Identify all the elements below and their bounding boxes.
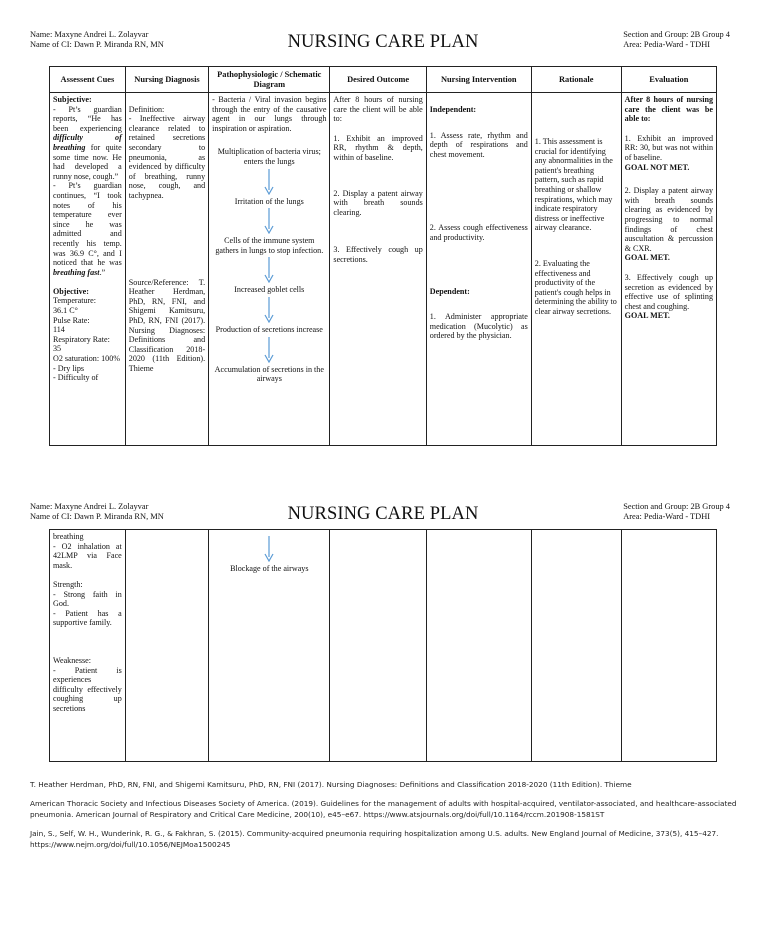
down-arrow-icon: [264, 297, 274, 323]
section-group: Section and Group: 2B Group 4: [623, 502, 730, 511]
definition-text: - Ineffective airway clearance related to retained secretions secondary to pneumonia, as evidenced by difficulty of breathing, runny nose, cough, and tachypnea.: [128, 114, 206, 200]
patho-step: Increased goblet cells: [234, 285, 305, 295]
goal-status-1: GOAL NOT MET.: [624, 162, 690, 172]
weakness-label: Weaknesse:: [53, 655, 92, 665]
difficulty-breathing: - Difficulty of: [53, 373, 99, 383]
student-name: Name: Maxyne Andrei L. Zolayvar: [30, 30, 149, 39]
patho-step: Irritation of the lungs: [234, 196, 304, 206]
resp-label: Respiratory Rate:: [53, 334, 110, 344]
down-arrow-icon: [264, 208, 274, 234]
intervention-2: 2. Assess cough effectiveness and productivity.: [429, 223, 528, 242]
outcome-1: 1. Exhibit an improved RR, rhythm & depth, within of baseline.: [333, 133, 423, 162]
patho-cell: [209, 93, 330, 446]
subjective-cue-2: [53, 181, 122, 277]
section-info: [623, 502, 730, 522]
schematic-diagram: [212, 536, 326, 574]
intervention-cell: [426, 530, 531, 762]
reference-item: American Thoracic Society and Infectious Diseases Society of America. (2019). Guidelines for the management of adults with hospital-acquired, ventilator-associated, and healthcare-associated pneumonia. American Journal of Respiratory and Critical Care Medicine, 200(10), e45–e67. https://www.atsjournals.org/doi/full/10.1164/rccm.201908-1581ST: [30, 799, 737, 819]
outcome-2: 2. Display a patent airway with breath sounds clearing.: [333, 188, 423, 217]
student-name: Name: Maxyne Andrei L. Zolayvar: [30, 502, 149, 511]
cue-text: - Pt’s guardian reports, “He has been experiencing: [53, 104, 122, 133]
dependent-label: Dependent:: [429, 286, 470, 296]
col-header-outcome: Desired Outcome: [330, 67, 426, 93]
col-header-patho: Pathophysiologic / Schematic Diagram: [209, 67, 330, 93]
rationale-1: 1. This assessment is crucial for identifying any abnormalities in the patient's breathing pattern, such as rapid breathing or shallow respirations, which may indicate respiratory distress or ineffective airway clearance.: [534, 137, 613, 233]
assessment-cell: [50, 530, 126, 762]
page-header-1: [30, 30, 736, 64]
care-plan-table-2: [49, 529, 717, 762]
patho-final-step: Blockage of the airways: [230, 564, 309, 573]
evaluation-1: 1. Exhibit an improved RR: 30, but was not within of baseline.: [624, 133, 713, 162]
outcome-cell: [330, 93, 426, 446]
patho-step: Production of secretions increase: [215, 324, 323, 334]
subjective-label: Subjective:: [53, 95, 92, 104]
rationale-cell: [531, 530, 621, 762]
care-plan-table-1: [49, 66, 717, 446]
temp-label: Temperature:: [53, 296, 97, 306]
evaluation-intro: After 8 hours of nursing care the client was be able to:: [624, 95, 713, 124]
table-row: [50, 93, 717, 446]
weakness-1: - Patient is experiences difficulty effectively coughing up secretions: [53, 665, 122, 713]
col-header-diagnosis: Nursing Diagnosis: [125, 67, 208, 93]
clinical-instructor: Name of CI: Dawn P. Miranda RN, MN: [30, 512, 164, 521]
patho-cell: [209, 530, 330, 762]
definition-label: Definition:: [128, 104, 165, 114]
o2-saturation: O2 saturation: 100%: [53, 354, 120, 364]
down-arrow-icon: [264, 257, 274, 283]
clinical-instructor: Name of CI: Dawn P. Miranda RN, MN: [30, 40, 164, 49]
intervention-1: 1. Assess rate, rhythm and depth of respirations and chest movement.: [429, 130, 528, 159]
o2-inhalation: - O2 inhalation at 42LMP via Face mask.: [53, 541, 122, 570]
pulse-label: Pulse Rate:: [53, 315, 90, 325]
evaluation-2: 2. Display a patent airway with breath sounds clearing as evidenced by progressing to normal findings of chest auscultation & percussion & CXR.: [624, 186, 713, 253]
dependent-1: 1. Administer appropriate medication (Mucolytic) as ordered by the physician.: [429, 312, 528, 341]
independent-label: Independent:: [429, 105, 477, 114]
col-header-assessment: Assessent Cues: [50, 67, 126, 93]
outcome-intro: After 8 hours of nursing care the client will be able to:: [333, 95, 423, 124]
objective-label: Objective:: [53, 286, 89, 296]
evaluation-cell: [621, 530, 716, 762]
goal-status-2: GOAL MET.: [624, 253, 670, 263]
resp-value: 35: [53, 344, 62, 354]
evaluation-3: 3. Effectively cough up secretion as evidenced by effective use of splinting chest and coughing.: [624, 272, 713, 311]
assessment-cell: [50, 93, 126, 446]
patho-step: Cells of the immune system gathers in lungs to stop infection.: [215, 236, 324, 255]
temp-value: 36.1 C°: [53, 306, 78, 316]
ward-area: Area: Pedia-Ward - TDHI: [623, 40, 711, 49]
patho-intro: - Bacteria / Viral invasion begins through the entry of the causative agent in our lungs through inspiration or aspiration.: [212, 95, 327, 133]
table-row: [50, 530, 717, 762]
table-header-row: [50, 67, 717, 93]
patho-step: Multiplication of bacteria virus; enters the lungs: [217, 147, 321, 166]
col-header-evaluation: Evaluation: [621, 67, 716, 93]
cue-text: for quite some time now. He had developed a runny nose, cough.”: [53, 142, 122, 181]
strength-2: - Patient has a supportive family.: [53, 608, 122, 628]
breathing-cont: breathing: [53, 532, 84, 541]
down-arrow-icon: [264, 536, 274, 562]
section-group: Section and Group: 2B Group 4: [623, 30, 730, 39]
strength-label: Strength:: [53, 579, 83, 589]
reference-item: Jain, S., Self, W. H., Wunderink, R. G., & Fakhran, S. (2015). Community-acquired pneumonia requiring hospitalization among U.S. adults. New England Journal of Medicine, 373(5), 415–427. https://www.nejm.org/doi/full/10.1056/NEJMoa1500245: [30, 829, 719, 849]
cue-text: .”: [99, 267, 106, 277]
intervention-cell: [426, 93, 531, 446]
outcome-3: 3. Effectively cough up secretions.: [333, 245, 423, 264]
schematic-diagram: [212, 147, 326, 383]
cue-emphasis: difficulty of breathing: [53, 133, 122, 152]
diagnosis-cell: [125, 530, 208, 762]
patho-step: Accumulation of secretions in the airways: [214, 364, 324, 384]
reference-item: T. Heather Herdman, PhD, RN, FNI, and Shigemi Kamitsuru, PhD, RN, FNI (2017). Nursing Diagnoses: Definitions and Classification 2018-2020 (11th Edition). Thieme: [30, 780, 632, 789]
rationale-2: 2. Evaluating the effectiveness and productivity of the patient's cough helps in determining the ability to clear airway secretions.: [534, 258, 617, 316]
evaluation-cell: [621, 93, 716, 446]
references: [30, 780, 738, 859]
page-title: NURSING CARE PLAN: [287, 32, 479, 52]
down-arrow-icon: [264, 169, 274, 195]
down-arrow-icon: [264, 337, 274, 363]
ward-area: Area: Pedia-Ward - TDHI: [623, 512, 711, 521]
diagnosis-cell: [125, 93, 208, 446]
cue-text: - Pt’s guardian continues, “I took notes of his temperature ever since he was admitted and recently his temp. was 36.9 C°, and I noticed that he was: [53, 181, 122, 268]
page-title: NURSING CARE PLAN: [287, 504, 479, 524]
rationale-cell: [531, 93, 621, 446]
col-header-rationale: Rationale: [531, 67, 621, 93]
strength-1: - Strong faith in God.: [53, 589, 122, 609]
col-header-intervention: Nursing Intervention: [426, 67, 531, 93]
outcome-cell: [330, 530, 426, 762]
goal-status-3: GOAL MET.: [624, 311, 670, 321]
section-info: [623, 30, 730, 50]
cue-emphasis: breathing fast: [53, 267, 100, 277]
diagnosis-source: Source/Reference: T. Heather Herdman, PhD, RN, FNI, and Shigemi Kamitsuru, PhD, RN, FNI (2017). Nursing Diagnoses: Definitions and Classification 2018-2020 (11th Edition). Thieme: [128, 277, 206, 373]
pulse-value: 114: [53, 325, 65, 335]
dry-lips: - Dry lips: [53, 363, 85, 373]
subjective-cue-1: [53, 105, 122, 182]
